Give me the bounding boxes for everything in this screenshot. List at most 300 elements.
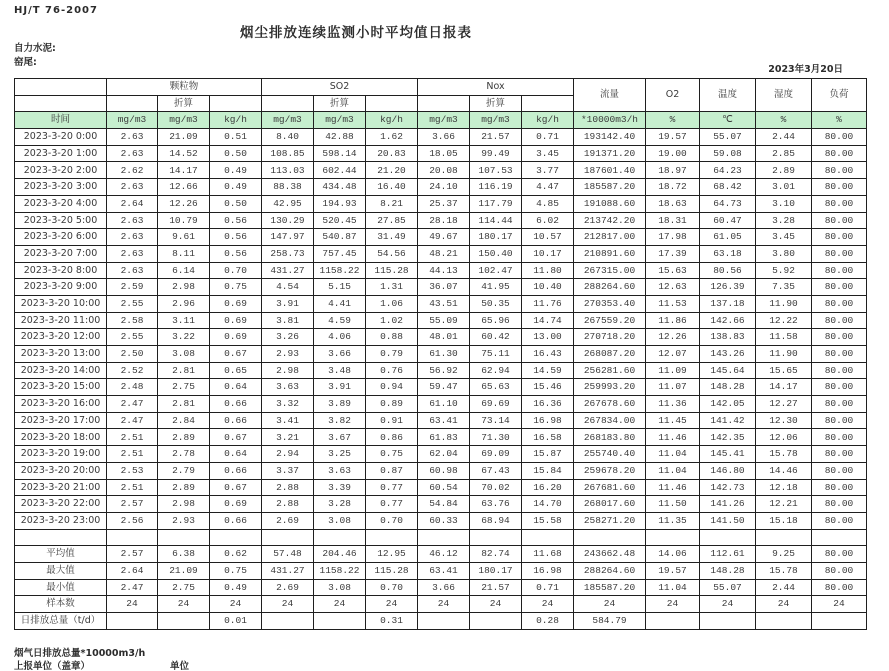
- summary-label-cell: 日排放总量（t/d）: [15, 613, 107, 630]
- value-cell: 55.07: [700, 129, 756, 146]
- table-row: [15, 279, 867, 296]
- value-cell: 5.92: [756, 262, 812, 279]
- value-cell: 24: [107, 596, 158, 613]
- value-cell: 2.56: [107, 512, 158, 529]
- summary-label-cell: 平均值: [15, 546, 107, 563]
- value-cell: 15.78: [756, 446, 812, 463]
- table-row: [15, 179, 867, 196]
- value-cell: 17.98: [646, 229, 700, 246]
- value-cell: 75.11: [470, 346, 522, 363]
- value-cell: 0.91: [366, 412, 418, 429]
- value-cell: 2.81: [158, 362, 210, 379]
- value-cell: 2.63: [107, 145, 158, 162]
- value-cell: 0.66: [210, 412, 262, 429]
- value-cell: 21.09: [158, 129, 210, 146]
- value-cell: 18.31: [646, 212, 700, 229]
- value-cell: 15.58: [522, 512, 574, 529]
- value-cell: 12.66: [158, 179, 210, 196]
- summary-label-cell: 样本数: [15, 596, 107, 613]
- value-cell: 11.46: [646, 429, 700, 446]
- value-cell: 3.81: [262, 312, 314, 329]
- value-cell: 258.73: [262, 245, 314, 262]
- value-cell: 255740.40: [574, 446, 646, 463]
- value-cell: 80.00: [812, 212, 867, 229]
- header-blank-cell: [15, 79, 107, 96]
- summary-row: [15, 596, 867, 613]
- value-cell: 243662.48: [574, 546, 646, 563]
- value-cell: 2.63: [107, 129, 158, 146]
- value-cell: 18.63: [646, 195, 700, 212]
- value-cell: 187601.40: [574, 162, 646, 179]
- value-cell: 71.30: [470, 429, 522, 446]
- value-cell: 145.64: [700, 362, 756, 379]
- value-cell: [314, 613, 366, 630]
- value-cell: 24: [574, 596, 646, 613]
- value-cell: 0.56: [210, 212, 262, 229]
- header-converted-so2: 折算: [314, 95, 366, 112]
- header-so2: SO2: [262, 79, 418, 96]
- value-cell: 27.85: [366, 212, 418, 229]
- value-cell: 2.51: [107, 446, 158, 463]
- value-cell: 0.70: [210, 262, 262, 279]
- value-cell: 6.38: [158, 546, 210, 563]
- value-cell: 0.67: [210, 429, 262, 446]
- value-cell: 18.05: [418, 145, 470, 162]
- value-cell: 115.28: [366, 562, 418, 579]
- table-row: [15, 512, 867, 529]
- value-cell: 63.41: [418, 562, 470, 579]
- value-cell: 12.26: [646, 329, 700, 346]
- value-cell: 60.42: [470, 329, 522, 346]
- value-cell: 11.90: [756, 295, 812, 312]
- value-cell: 24: [470, 596, 522, 613]
- value-cell: 80.00: [812, 462, 867, 479]
- time-cell: 2023-3-20 14:00: [15, 362, 107, 379]
- value-cell: 2.94: [262, 446, 314, 463]
- value-cell: 2.98: [158, 496, 210, 513]
- value-cell: 0.69: [210, 295, 262, 312]
- value-cell: 41.95: [470, 279, 522, 296]
- value-cell: 3.11: [158, 312, 210, 329]
- report-date: 2023年3月20日: [768, 64, 843, 75]
- page-title: 烟尘排放连续监测小时平均值日报表: [240, 25, 472, 41]
- header-row-units: [15, 112, 867, 129]
- value-cell: 99.49: [470, 145, 522, 162]
- value-cell: 69.69: [470, 396, 522, 413]
- value-cell: 80.00: [812, 329, 867, 346]
- value-cell: 145.41: [700, 446, 756, 463]
- value-cell: 24.10: [418, 179, 470, 196]
- value-cell: 48.01: [418, 329, 470, 346]
- value-cell: 150.40: [470, 245, 522, 262]
- table-row: [15, 129, 867, 146]
- value-cell: [470, 529, 522, 546]
- value-cell: 2.48: [107, 379, 158, 396]
- value-cell: 24: [522, 596, 574, 613]
- value-cell: 3.80: [756, 245, 812, 262]
- value-cell: 25.37: [418, 195, 470, 212]
- value-cell: 3.91: [262, 295, 314, 312]
- value-cell: 194.93: [314, 195, 366, 212]
- value-cell: 0.75: [210, 279, 262, 296]
- value-cell: 2.53: [107, 462, 158, 479]
- value-cell: 24: [418, 596, 470, 613]
- value-cell: 3.08: [158, 346, 210, 363]
- value-cell: 191371.20: [574, 145, 646, 162]
- value-cell: 757.45: [314, 245, 366, 262]
- header-nox: Nox: [418, 79, 574, 96]
- value-cell: 11.46: [646, 479, 700, 496]
- value-cell: 3.37: [262, 462, 314, 479]
- value-cell: 80.00: [812, 195, 867, 212]
- value-cell: 49.67: [418, 229, 470, 246]
- value-cell: 80.00: [812, 129, 867, 146]
- unit-cell: mg/m3: [262, 112, 314, 129]
- value-cell: 14.52: [158, 145, 210, 162]
- value-cell: [646, 613, 700, 630]
- table-row: [15, 429, 867, 446]
- value-cell: 0.28: [522, 613, 574, 630]
- value-cell: 0.50: [210, 145, 262, 162]
- value-cell: 2.89: [158, 479, 210, 496]
- value-cell: 213742.20: [574, 212, 646, 229]
- value-cell: 20.83: [366, 145, 418, 162]
- value-cell: 43.51: [418, 295, 470, 312]
- value-cell: 60.54: [418, 479, 470, 496]
- header-flow: 流量: [574, 79, 646, 112]
- header-temperature: 温度: [700, 79, 756, 112]
- value-cell: 267834.00: [574, 412, 646, 429]
- unit-cell: mg/m3: [158, 112, 210, 129]
- value-cell: 80.00: [812, 546, 867, 563]
- value-cell: 2.51: [107, 429, 158, 446]
- table-row: [15, 312, 867, 329]
- value-cell: 80.00: [812, 429, 867, 446]
- value-cell: 142.05: [700, 396, 756, 413]
- header-converted-nox: 折算: [470, 95, 522, 112]
- value-cell: 1.06: [366, 295, 418, 312]
- value-cell: 431.27: [262, 562, 314, 579]
- value-cell: 31.49: [366, 229, 418, 246]
- value-cell: 11.04: [646, 579, 700, 596]
- value-cell: 15.65: [756, 362, 812, 379]
- value-cell: 2.64: [107, 562, 158, 579]
- value-cell: 2.57: [107, 496, 158, 513]
- value-cell: [210, 529, 262, 546]
- value-cell: 15.46: [522, 379, 574, 396]
- value-cell: 3.67: [314, 429, 366, 446]
- value-cell: [314, 529, 366, 546]
- value-cell: 256281.60: [574, 362, 646, 379]
- unit-cell: mg/m3: [107, 112, 158, 129]
- value-cell: 48.21: [418, 245, 470, 262]
- value-cell: 0.88: [366, 329, 418, 346]
- value-cell: 68.94: [470, 512, 522, 529]
- value-cell: 180.17: [470, 229, 522, 246]
- value-cell: 3.63: [262, 379, 314, 396]
- time-cell: 2023-3-20 2:00: [15, 162, 107, 179]
- table-header: [15, 79, 867, 129]
- value-cell: 116.19: [470, 179, 522, 196]
- value-cell: 148.28: [700, 379, 756, 396]
- value-cell: [418, 613, 470, 630]
- value-cell: 3.21: [262, 429, 314, 446]
- value-cell: 80.00: [812, 162, 867, 179]
- value-cell: 2.47: [107, 396, 158, 413]
- value-cell: 2.93: [158, 512, 210, 529]
- value-cell: 88.38: [262, 179, 314, 196]
- value-cell: 61.05: [700, 229, 756, 246]
- value-cell: 13.00: [522, 329, 574, 346]
- value-cell: 10.79: [158, 212, 210, 229]
- table-row: [15, 212, 867, 229]
- value-cell: 12.21: [756, 496, 812, 513]
- value-cell: 80.00: [812, 562, 867, 579]
- value-cell: 14.06: [646, 546, 700, 563]
- flue-gas-total-footnote: 烟气日排放总量*10000m3/h: [14, 648, 146, 659]
- value-cell: 11.90: [756, 346, 812, 363]
- value-cell: 2.75: [158, 579, 210, 596]
- value-cell: 11.86: [646, 312, 700, 329]
- value-cell: 0.79: [366, 346, 418, 363]
- value-cell: 19.57: [646, 562, 700, 579]
- value-cell: 2.63: [107, 212, 158, 229]
- value-cell: 0.76: [366, 362, 418, 379]
- value-cell: [262, 613, 314, 630]
- time-cell: 2023-3-20 22:00: [15, 496, 107, 513]
- value-cell: 108.85: [262, 145, 314, 162]
- header-humidity: 湿度: [756, 79, 812, 112]
- value-cell: 65.96: [470, 312, 522, 329]
- value-cell: 4.85: [522, 195, 574, 212]
- value-cell: 12.95: [366, 546, 418, 563]
- time-cell: 2023-3-20 21:00: [15, 479, 107, 496]
- value-cell: 1.31: [366, 279, 418, 296]
- value-cell: 11.53: [646, 295, 700, 312]
- value-cell: 63.76: [470, 496, 522, 513]
- value-cell: 0.67: [210, 346, 262, 363]
- table-row: [15, 462, 867, 479]
- value-cell: 2.55: [107, 295, 158, 312]
- value-cell: 21.57: [470, 579, 522, 596]
- value-cell: 70.02: [470, 479, 522, 496]
- value-cell: 4.41: [314, 295, 366, 312]
- value-cell: 16.98: [522, 412, 574, 429]
- value-cell: 9.61: [158, 229, 210, 246]
- value-cell: 2.89: [756, 162, 812, 179]
- value-cell: 21.20: [366, 162, 418, 179]
- unit-cell: mg/m3: [470, 112, 522, 129]
- value-cell: 0.86: [366, 429, 418, 446]
- unit-cell: kg/h: [522, 112, 574, 129]
- value-cell: 61.30: [418, 346, 470, 363]
- value-cell: 80.00: [812, 346, 867, 363]
- value-cell: 520.45: [314, 212, 366, 229]
- value-cell: 0.66: [210, 462, 262, 479]
- value-cell: 3.25: [314, 446, 366, 463]
- value-cell: 4.54: [262, 279, 314, 296]
- blank-cell: [15, 529, 107, 546]
- time-cell: 2023-3-20 11:00: [15, 312, 107, 329]
- value-cell: 0.56: [210, 245, 262, 262]
- table-row: [15, 346, 867, 363]
- value-cell: 267681.60: [574, 479, 646, 496]
- value-cell: 12.26: [158, 195, 210, 212]
- value-cell: 80.00: [812, 312, 867, 329]
- header-o2: O2: [646, 79, 700, 112]
- value-cell: 2.44: [756, 579, 812, 596]
- value-cell: 185587.20: [574, 179, 646, 196]
- summary-row: [15, 546, 867, 563]
- value-cell: 10.40: [522, 279, 574, 296]
- value-cell: 24: [756, 596, 812, 613]
- value-cell: 8.11: [158, 245, 210, 262]
- value-cell: 268183.80: [574, 429, 646, 446]
- value-cell: 2.47: [107, 412, 158, 429]
- value-cell: 0.64: [210, 379, 262, 396]
- value-cell: 268087.20: [574, 346, 646, 363]
- value-cell: 0.49: [210, 162, 262, 179]
- value-cell: 2.63: [107, 229, 158, 246]
- time-cell: 2023-3-20 13:00: [15, 346, 107, 363]
- separator-row: [15, 529, 867, 546]
- value-cell: 267559.20: [574, 312, 646, 329]
- value-cell: 2.64: [107, 195, 158, 212]
- value-cell: 14.17: [158, 162, 210, 179]
- value-cell: 65.63: [470, 379, 522, 396]
- table-row: [15, 362, 867, 379]
- value-cell: 0.67: [210, 479, 262, 496]
- value-cell: 0.75: [210, 562, 262, 579]
- value-cell: 61.83: [418, 429, 470, 446]
- value-cell: 12.07: [646, 346, 700, 363]
- value-cell: 12.30: [756, 412, 812, 429]
- table-row: [15, 262, 867, 279]
- value-cell: 107.53: [470, 162, 522, 179]
- table-row: [15, 145, 867, 162]
- value-cell: 11.36: [646, 396, 700, 413]
- value-cell: 80.00: [812, 145, 867, 162]
- header-converted-particulate: 折算: [158, 95, 210, 112]
- time-cell: 2023-3-20 17:00: [15, 412, 107, 429]
- value-cell: [107, 613, 158, 630]
- value-cell: 24: [158, 596, 210, 613]
- value-cell: 0.62: [210, 546, 262, 563]
- summary-row: [15, 579, 867, 596]
- value-cell: 54.56: [366, 245, 418, 262]
- value-cell: 3.77: [522, 162, 574, 179]
- summary-label-cell: 最大值: [15, 562, 107, 579]
- value-cell: 80.00: [812, 479, 867, 496]
- value-cell: 2.88: [262, 496, 314, 513]
- table-body: [15, 129, 867, 630]
- value-cell: 3.01: [756, 179, 812, 196]
- value-cell: 267315.00: [574, 262, 646, 279]
- value-cell: 288264.60: [574, 562, 646, 579]
- value-cell: 2.88: [262, 479, 314, 496]
- value-cell: 270718.20: [574, 329, 646, 346]
- value-cell: 3.45: [522, 145, 574, 162]
- value-cell: 24: [646, 596, 700, 613]
- value-cell: 9.25: [756, 546, 812, 563]
- time-cell: 2023-3-20 1:00: [15, 145, 107, 162]
- value-cell: 602.44: [314, 162, 366, 179]
- value-cell: 24: [210, 596, 262, 613]
- value-cell: 148.28: [700, 562, 756, 579]
- value-cell: 431.27: [262, 262, 314, 279]
- value-cell: 2.50: [107, 346, 158, 363]
- value-cell: 4.59: [314, 312, 366, 329]
- value-cell: 80.00: [812, 512, 867, 529]
- value-cell: 4.47: [522, 179, 574, 196]
- summary-row: [15, 562, 867, 579]
- value-cell: 24: [366, 596, 418, 613]
- value-cell: 11.80: [522, 262, 574, 279]
- time-cell: 2023-3-20 3:00: [15, 179, 107, 196]
- value-cell: 12.18: [756, 479, 812, 496]
- value-cell: 16.20: [522, 479, 574, 496]
- value-cell: 55.09: [418, 312, 470, 329]
- value-cell: 270353.40: [574, 295, 646, 312]
- value-cell: 147.97: [262, 229, 314, 246]
- value-cell: 12.27: [756, 396, 812, 413]
- value-cell: 17.39: [646, 245, 700, 262]
- table-row: [15, 379, 867, 396]
- unit-cell: %: [812, 112, 867, 129]
- value-cell: 12.06: [756, 429, 812, 446]
- value-cell: 138.83: [700, 329, 756, 346]
- value-cell: 2.69: [262, 512, 314, 529]
- table-row: [15, 245, 867, 262]
- value-cell: 11.07: [646, 379, 700, 396]
- value-cell: 24: [700, 596, 756, 613]
- value-cell: 2.52: [107, 362, 158, 379]
- value-cell: 212817.00: [574, 229, 646, 246]
- value-cell: [418, 529, 470, 546]
- value-cell: 5.15: [314, 279, 366, 296]
- reporting-unit-label: 上报单位（盖章）: [14, 661, 91, 671]
- value-cell: 0.56: [210, 229, 262, 246]
- header-row-groups: [15, 79, 867, 96]
- value-cell: 11.45: [646, 412, 700, 429]
- value-cell: 2.81: [158, 396, 210, 413]
- value-cell: [756, 613, 812, 630]
- value-cell: [158, 529, 210, 546]
- value-cell: 113.03: [262, 162, 314, 179]
- value-cell: 1.62: [366, 129, 418, 146]
- time-cell: 2023-3-20 8:00: [15, 262, 107, 279]
- value-cell: 141.42: [700, 412, 756, 429]
- value-cell: 80.00: [812, 496, 867, 513]
- value-cell: 16.98: [522, 562, 574, 579]
- value-cell: 0.01: [210, 613, 262, 630]
- value-cell: 80.00: [812, 579, 867, 596]
- unit-cell: mg/m3: [418, 112, 470, 129]
- value-cell: 21.09: [158, 562, 210, 579]
- value-cell: 142.35: [700, 429, 756, 446]
- value-cell: 11.76: [522, 295, 574, 312]
- value-cell: 210891.60: [574, 245, 646, 262]
- value-cell: 80.00: [812, 179, 867, 196]
- unit-cell: mg/m3: [314, 112, 366, 129]
- value-cell: 0.31: [366, 613, 418, 630]
- value-cell: 80.56: [700, 262, 756, 279]
- header-particulate: 颗粒物: [107, 79, 262, 96]
- value-cell: 12.63: [646, 279, 700, 296]
- value-cell: 2.62: [107, 162, 158, 179]
- unit-cell: %: [646, 112, 700, 129]
- value-cell: 18.97: [646, 162, 700, 179]
